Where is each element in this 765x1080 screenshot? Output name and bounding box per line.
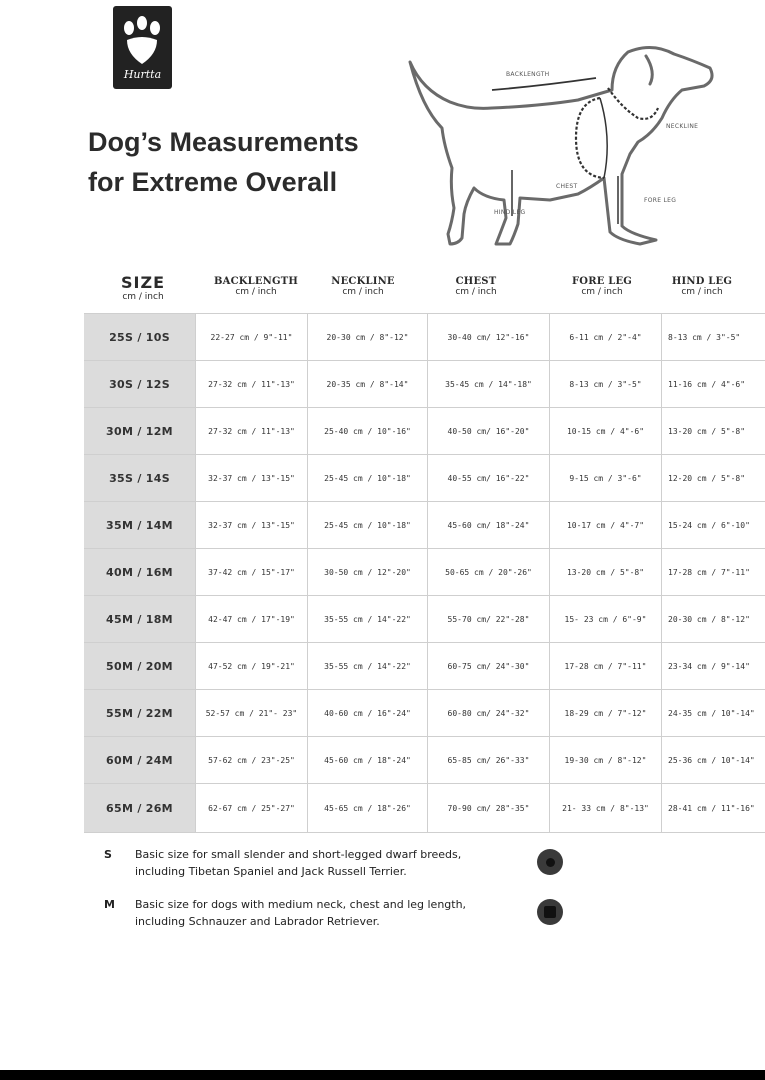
logo-text: Hurtta [123, 68, 162, 81]
header-neckline: NECKLINE cm / inch [331, 276, 395, 297]
chest-label: CHEST [556, 183, 578, 190]
chest-cell: 50-65 cm / 20"-26" [428, 549, 550, 595]
title-line-1: Dog’s Measurements [88, 127, 359, 157]
foreleg-cell: 10-15 cm / 4"-6" [550, 408, 662, 454]
hindleg-cell: 25-36 cm / 10"-14" [668, 755, 755, 765]
chest-cell: 55-70 cm/ 22"-28" [428, 596, 550, 642]
table-row [84, 737, 765, 784]
note-text: Basic size for dogs with medium neck, chest and leg length, including Schnauzer and Labrador Retriever. [135, 898, 467, 928]
foreleg-cell: 15- 23 cm / 6"-9" [550, 596, 662, 642]
size-cell: 30S / 12S [84, 361, 196, 407]
size-cell: 25S / 10S [84, 314, 196, 360]
neckline-cell: 45-65 cm / 18"-26" [308, 784, 428, 832]
table-row [84, 361, 765, 408]
backlength-cell: 32-37 cm / 13"-15" [196, 502, 308, 548]
header-backlength: BACKLENGTH cm / inch [213, 276, 299, 297]
note-key: M [104, 898, 115, 911]
neckline-cell: 35-55 cm / 14"-22" [308, 596, 428, 642]
foreleg-cell: 6-11 cm / 2"-4" [550, 314, 662, 360]
dog-measurement-diagram [400, 38, 730, 253]
hindleg-cell: 24-35 cm / 10"-14" [668, 708, 755, 718]
header-size: SIZE cm / inch [120, 273, 165, 302]
size-cell: 35S / 14S [84, 455, 196, 501]
hindleg-cell: 11-16 cm / 4"-6" [668, 379, 746, 389]
table-row [84, 596, 765, 643]
chest-cell: 40-50 cm/ 16"-20" [428, 408, 550, 454]
chest-cell: 30-40 cm/ 12"-16" [428, 314, 550, 360]
bottom-bar [0, 1070, 765, 1080]
hindleg-cell: 17-28 cm / 7"-11" [668, 567, 750, 577]
hindleg-cell: 13-20 cm / 5"-8" [668, 426, 746, 436]
backlength-cell: 22-27 cm / 9"-11" [196, 314, 308, 360]
backlength-cell: 42-47 cm / 17"-19" [196, 596, 308, 642]
size-cell: 50M / 20M [84, 643, 196, 689]
foreleg-cell: 10-17 cm / 4"-7" [550, 502, 662, 548]
chest-cell: 35-45 cm / 14"-18" [428, 361, 550, 407]
foreleg-cell: 9-15 cm / 3"-6" [550, 455, 662, 501]
square-dot-icon [537, 899, 563, 925]
foreleg-cell: 13-20 cm / 5"-8" [550, 549, 662, 595]
note-key: S [104, 848, 112, 861]
foreleg-label: FORE LEG [644, 197, 677, 204]
chest-cell: 45-60 cm/ 18"-24" [428, 502, 550, 548]
title-line-2: for Extreme Overall [88, 167, 338, 197]
neckline-cell: 20-30 cm / 8"-12" [308, 314, 428, 360]
size-cell: 35M / 14M [84, 502, 196, 548]
size-table [84, 313, 765, 833]
chest-line [576, 98, 604, 178]
size-cell: 55M / 22M [84, 690, 196, 736]
neckline-cell: 30-50 cm / 12"-20" [308, 549, 428, 595]
size-cell: 65M / 26M [84, 784, 196, 832]
neckline-cell: 45-60 cm / 18"-24" [308, 737, 428, 783]
backlength-cell: 57-62 cm / 23"-25" [196, 737, 308, 783]
backlength-line [492, 78, 596, 90]
neckline-cell: 35-55 cm / 14"-22" [308, 643, 428, 689]
neckline-cell: 25-45 cm / 10"-18" [308, 455, 428, 501]
hindleg-cell: 8-13 cm / 3"-5" [668, 332, 741, 342]
backlength-cell: 62-67 cm / 25"-27" [196, 784, 308, 832]
table-row [84, 784, 765, 833]
brand-logo [113, 6, 172, 89]
chest-cell: 60-80 cm/ 24"-32" [428, 690, 550, 736]
chest-cell: 70-90 cm/ 28"-35" [428, 784, 550, 832]
foreleg-cell: 8-13 cm / 3"-5" [550, 361, 662, 407]
backlength-cell: 27-32 cm / 11"-13" [196, 408, 308, 454]
foreleg-cell: 21- 33 cm / 8"-13" [550, 784, 662, 832]
backlength-cell: 47-52 cm / 19"-21" [196, 643, 308, 689]
backlength-label: BACKLENGTH [506, 71, 550, 78]
backlength-cell: 52-57 cm / 21"- 23" [196, 690, 308, 736]
backlength-cell: 37-42 cm / 15"-17" [196, 549, 308, 595]
table-row [84, 314, 765, 361]
table-row [84, 643, 765, 690]
foreleg-cell: 18-29 cm / 7"-12" [550, 690, 662, 736]
neckline-cell: 40-60 cm / 16"-24" [308, 690, 428, 736]
size-cell: 60M / 24M [84, 737, 196, 783]
circle-dot-icon [537, 849, 563, 875]
neckline-line [608, 88, 658, 119]
header-foreleg: FORE LEG cm / inch [571, 276, 633, 297]
hindleg-cell: 20-30 cm / 8"-12" [668, 614, 750, 624]
table-row [84, 408, 765, 455]
hindleg-label: HIND LEG [494, 209, 526, 216]
size-cell: 40M / 16M [84, 549, 196, 595]
backlength-cell: 27-32 cm / 11"-13" [196, 361, 308, 407]
table-row [84, 549, 765, 596]
page-title [88, 122, 359, 202]
table-row [84, 690, 765, 737]
header-chest: CHEST cm / inch [455, 276, 497, 297]
foreleg-cell: 19-30 cm / 8"-12" [550, 737, 662, 783]
chest-cell: 40-55 cm/ 16"-22" [428, 455, 550, 501]
neckline-cell: 20-35 cm / 8"-14" [308, 361, 428, 407]
table-row [84, 502, 765, 549]
backlength-cell: 32-37 cm / 13"-15" [196, 455, 308, 501]
chest-line-back [600, 98, 607, 178]
size-cell: 45M / 18M [84, 596, 196, 642]
chest-cell: 60-75 cm/ 24"-30" [428, 643, 550, 689]
hindleg-cell: 15-24 cm / 6"-10" [668, 520, 750, 530]
hindleg-cell: 28-41 cm / 11"-16" [668, 803, 755, 813]
neckline-cell: 25-40 cm / 10"-16" [308, 408, 428, 454]
neckline-cell: 25-45 cm / 10"-18" [308, 502, 428, 548]
header-hindleg: HIND LEG cm / inch [671, 276, 733, 297]
chest-cell: 65-85 cm/ 26"-33" [428, 737, 550, 783]
size-cell: 30M / 12M [84, 408, 196, 454]
hindleg-cell: 12-20 cm / 5"-8" [668, 473, 746, 483]
table-row [84, 455, 765, 502]
foreleg-cell: 17-28 cm / 7"-11" [550, 643, 662, 689]
dog-outline [410, 47, 712, 244]
note-text: Basic size for small slender and short-legged dwarf breeds, including Tibetan Spaniel and Jack Russell Terrier. [135, 848, 462, 878]
hindleg-cell: 23-34 cm / 9"-14" [668, 661, 750, 671]
neckline-label: NECKLINE [666, 123, 699, 130]
